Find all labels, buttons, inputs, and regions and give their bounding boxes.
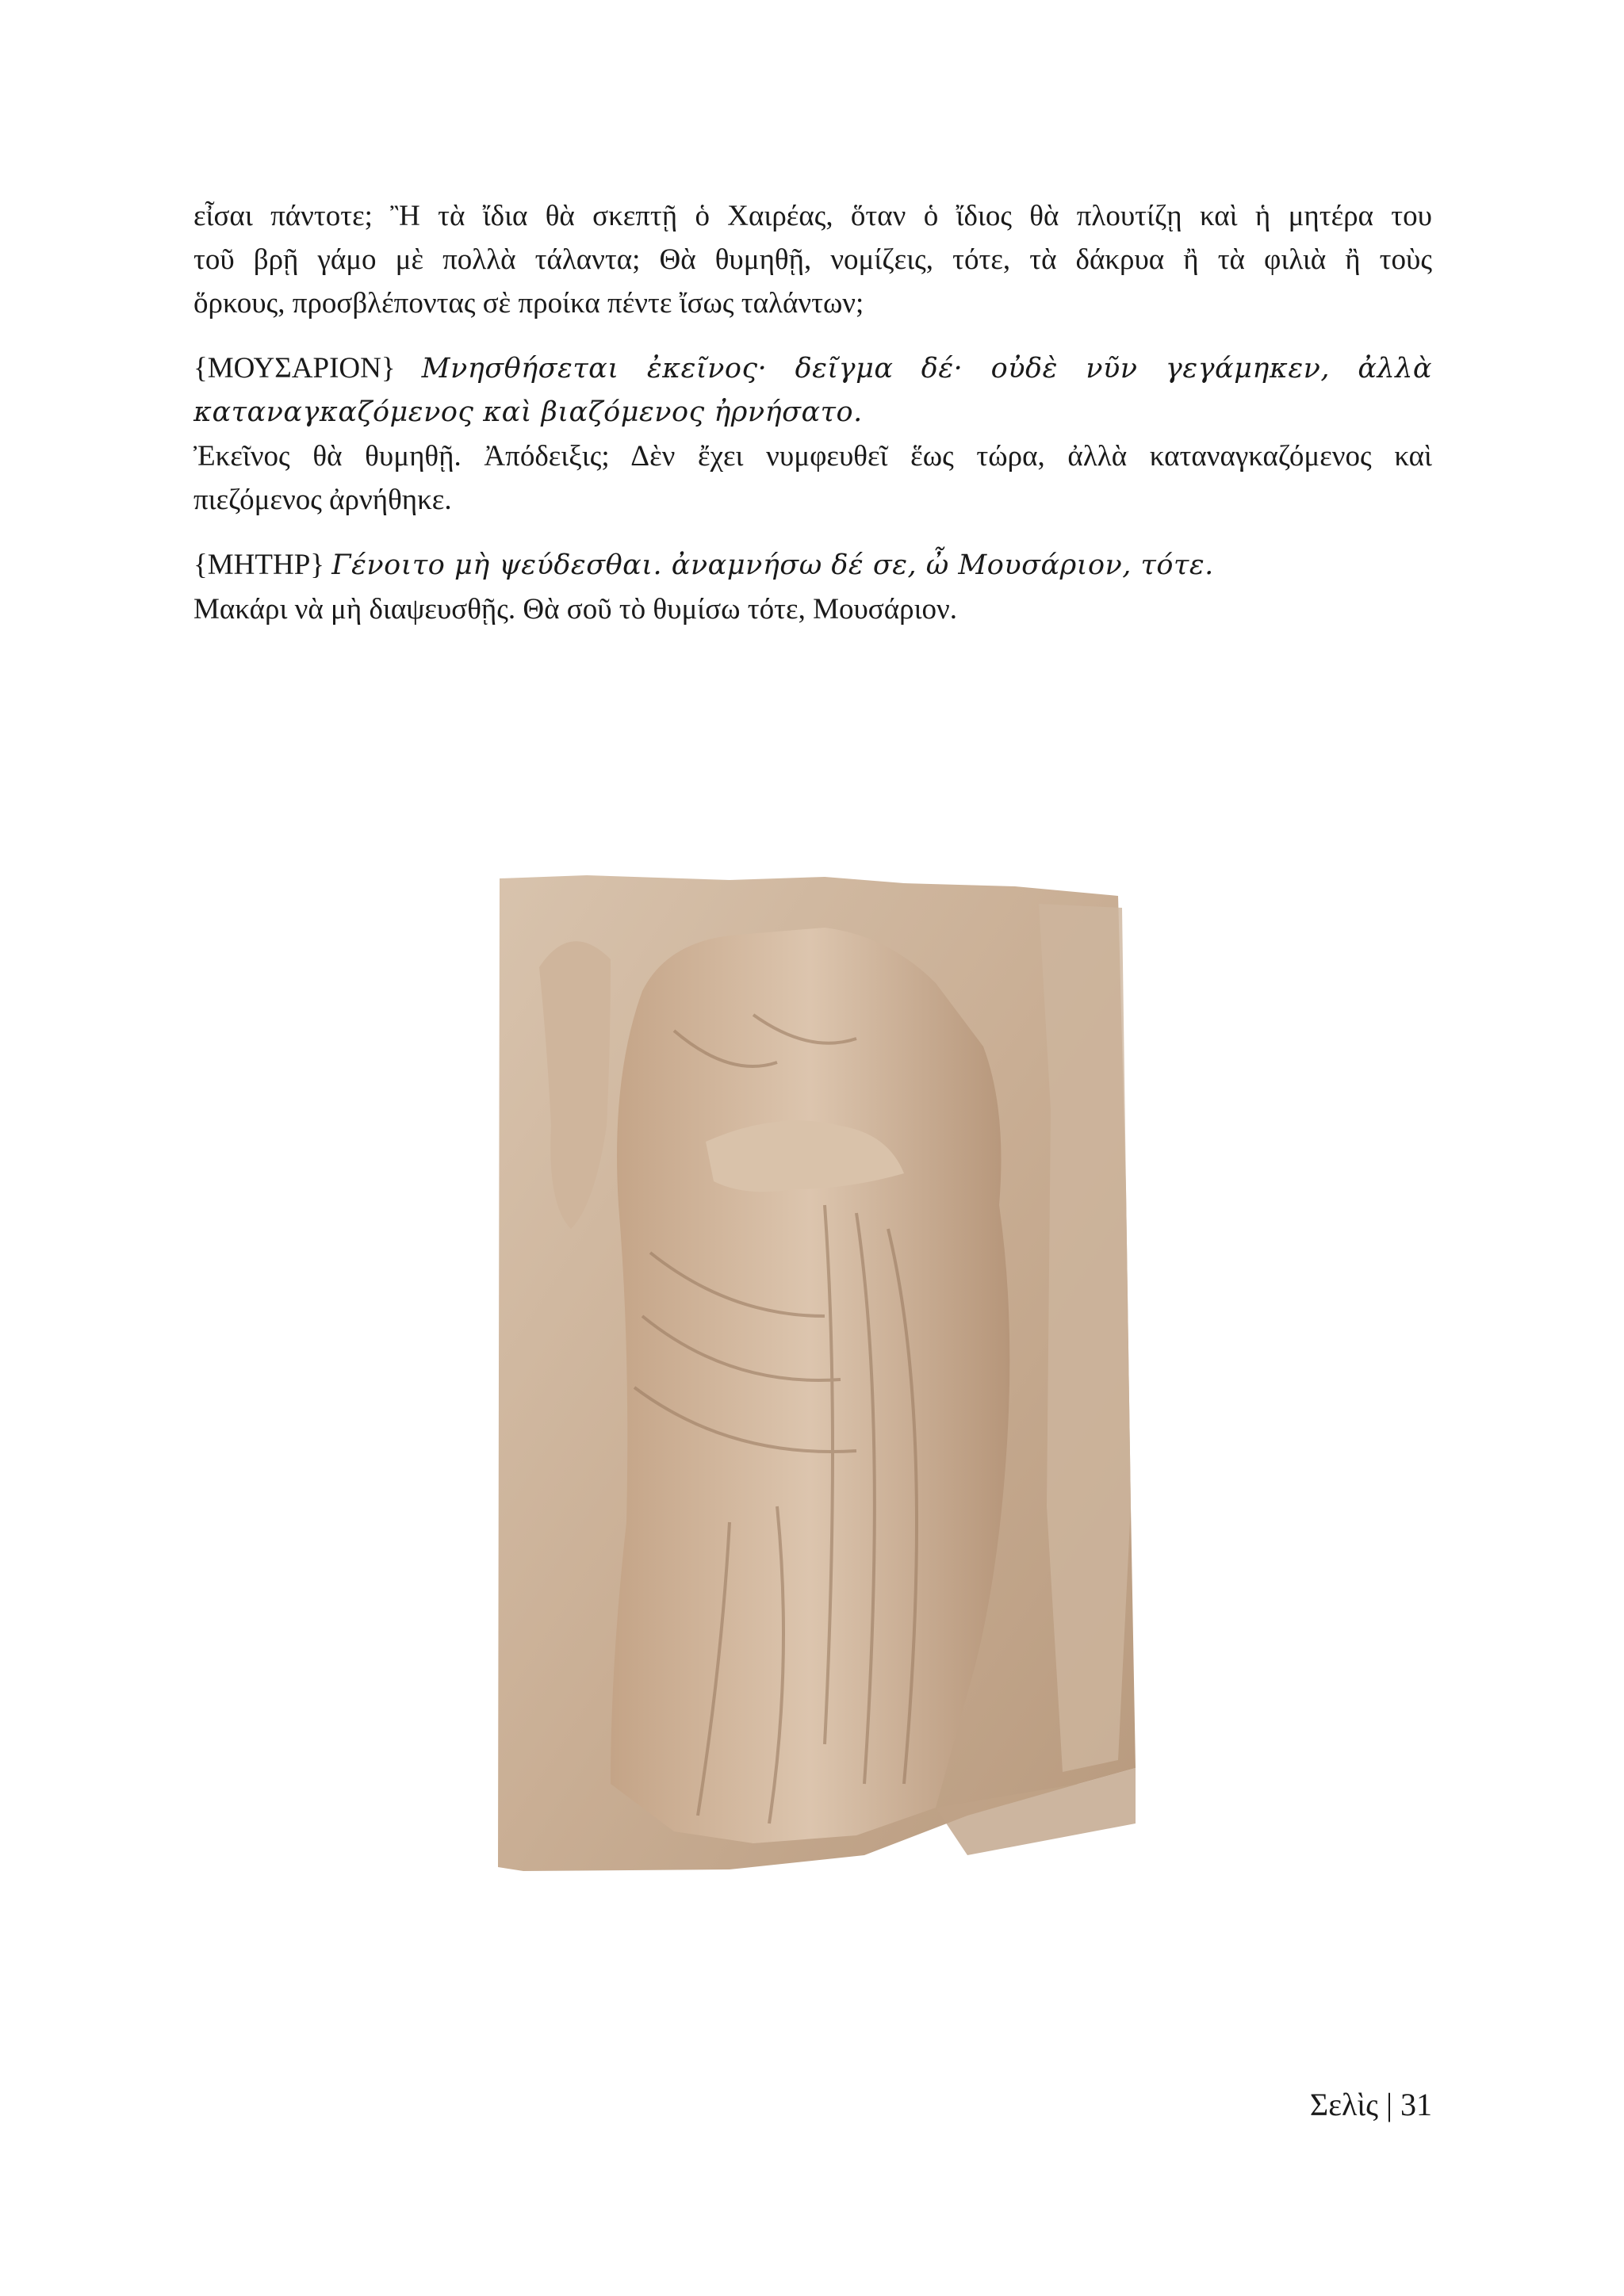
relief-image xyxy=(492,872,1145,1873)
translation-text: Ἐκεῖνος θὰ θυμηθῇ. Ἀπόδειξις; Δὲν ἔχει νυμφευθεῖ ἕως τώρα, ἀλλὰ καταναγκαζόμενος καὶ xyxy=(193,440,1432,473)
page-number: Σελὶς | 31 xyxy=(1309,2087,1432,2122)
paragraph-line: τοῦ βρῇ γάμο μὲ πολλὰ τάλαντα; Θὰ θυμηθῇ, νομίζεις, τότε, τὰ δάκρυα ἢ τὰ φιλιὰ ἢ τοὺς xyxy=(193,243,1432,276)
greek-original-text: Γένοιτο μὴ ψεύδεσθαι. ἀναμνήσω δέ σε, ὦ Μουσάριον, τότε. xyxy=(331,549,1214,581)
paragraph-1 xyxy=(193,194,1432,325)
greek-original-text: καταναγκαζόμενος καὶ βιαζόμενος ἠρνήσατο. xyxy=(193,396,863,428)
paragraph-mousarion xyxy=(193,346,1432,522)
marble-relief-illustration xyxy=(492,872,1145,1873)
paragraph-line: εἶσαι πάντοτε; Ἢ τὰ ἴδια θὰ σκεπτῇ ὁ Χαιρέας, ὅταν ὁ ἴδιος θὰ πλουτίζῃ καὶ ἡ μητέρα του xyxy=(193,200,1432,232)
dialogue-line xyxy=(193,543,1432,587)
paragraph-mother xyxy=(193,543,1432,631)
speaker-label: {ΜΗΤΗΡ} xyxy=(193,549,325,581)
greek-original-text: Μνησθήσεται ἐκεῖνος· δεῖγμα δέ· οὐδὲ νῦν γεγάμηκεν, ἀλλὰ xyxy=(421,353,1433,385)
translation-text: πιεζόμενος ἀρνήθηκε. xyxy=(193,484,452,516)
paragraph-line: ὅρκους, προσβλέποντας σὲ προίκα πέντε ἴσως ταλάντων; xyxy=(193,287,864,320)
dialogue-line xyxy=(193,346,1432,391)
translation-text: Μακάρι νὰ μὴ διαψευσθῇς. Θὰ σοῦ τὸ θυμίσω τότε, Μουσάριον. xyxy=(193,593,958,626)
speaker-label: {ΜΟΥΣΑΡΙΟΝ} xyxy=(193,352,396,385)
main-text xyxy=(193,194,1432,652)
